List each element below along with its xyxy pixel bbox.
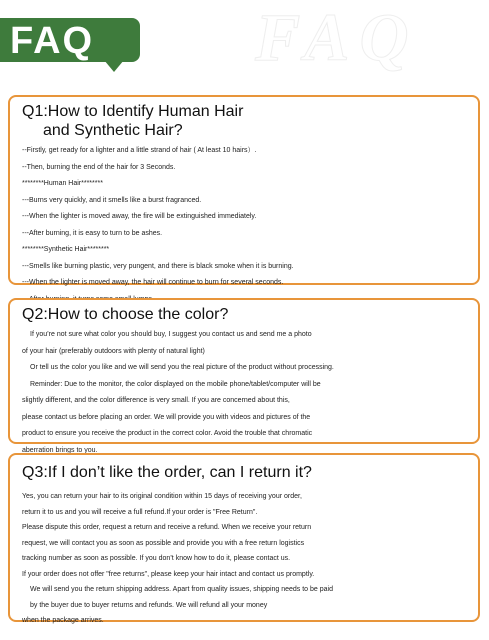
faq-watermark: FAQ <box>255 0 419 75</box>
answer-line: aberration brings to you. <box>22 446 98 454</box>
answer-line: Please dispute this order, request a return and receive a refund. When we receive your return <box>22 524 312 531</box>
answer-line: ********Human Hair******** <box>22 180 103 187</box>
answer-line: ---When the lighter is moved away, the hair will continue to burn for several seconds. <box>22 279 284 286</box>
faq-badge-text: FAQ <box>10 20 95 62</box>
answer-line: ---After burning, it is easy to turn to be ashes. <box>22 229 163 237</box>
faq-item-q2 <box>8 298 480 454</box>
answer-line: Reminder: Due to the monitor, the color displayed on the mobile phone/tablet/computer will be <box>30 380 321 388</box>
answer-line: return it to us and you will receive a full refund.If your order is "Free Return". <box>22 508 258 516</box>
answer-line: of your hair (preferably outdoors with plenty of natural light) <box>22 347 205 355</box>
answer-line: ---When the lighter is moved away, the fire will be extinguished immediately. <box>22 213 257 220</box>
answer-line: Yes, you can return your hair to its original condition within 15 days of receiving your order, <box>22 493 302 500</box>
answer-line: by the buyer due to buyer returns and refunds. We will refund all your money <box>30 601 268 609</box>
question-title-line2: and Synthetic Hair? <box>43 122 183 139</box>
answer-line: --Firstly, get ready for a lighter and a little strand of hair ( At least 10 hairs）. <box>22 147 257 154</box>
answer-line: If your order does not offer "free returns", please keep your hair intact and contact us promptly. <box>22 570 315 578</box>
answer-line: ---Smells like burning plastic, very pungent, and there is black smoke when it is burning. <box>22 262 294 270</box>
speech-bubble-tail-icon <box>104 60 124 72</box>
header <box>0 0 489 90</box>
answer-line: ---Burns very quickly, and it smells like a burst fragranced. <box>22 196 202 204</box>
answer-line: We will send you the return shipping address. Apart from quality issues, shipping needs to be paid <box>30 586 333 593</box>
answer-line: when the package arrives. <box>22 617 104 624</box>
question-title: Q3:If I don’t like the order, can I return it? <box>22 464 312 481</box>
answer-line: tracking number as soon as possible. If you don’t know how to do it, please contact us. <box>22 555 291 562</box>
faq-item-q3 <box>8 453 480 622</box>
question-title-line1: Q1:How to Identify Human Hair <box>22 103 244 120</box>
answer-text <box>22 327 474 459</box>
answer-line: product to ensure you receive the product in the correct color. Avoid the trouble that chromatic <box>22 430 313 437</box>
answer-line: --Then, burning the end of the hair for 3 Seconds. <box>22 163 176 171</box>
answer-line: request, we will contact you as soon as possible and provide you with a free return logistics <box>22 539 305 547</box>
answer-line: Or tell us the color you like and we will send you the real picture of the product without processing. <box>30 364 334 371</box>
faq-badge <box>0 18 140 62</box>
answer-text <box>22 489 474 629</box>
question-title <box>22 102 470 140</box>
answer-line: ********Synthetic Hair******** <box>22 246 110 253</box>
answer-line: If you’re not sure what color you should buy, I suggest you contact us and send me a photo <box>30 331 312 338</box>
answer-line: please contact us before placing an order. We will provide you with videos and pictures of the <box>22 413 311 421</box>
answer-line: slightly different, and the color difference is very small. If you are concerned about this, <box>22 397 290 404</box>
answer-text <box>22 143 474 308</box>
faq-item-q1 <box>8 95 480 285</box>
question-title: Q2:How to choose the color? <box>22 306 229 323</box>
